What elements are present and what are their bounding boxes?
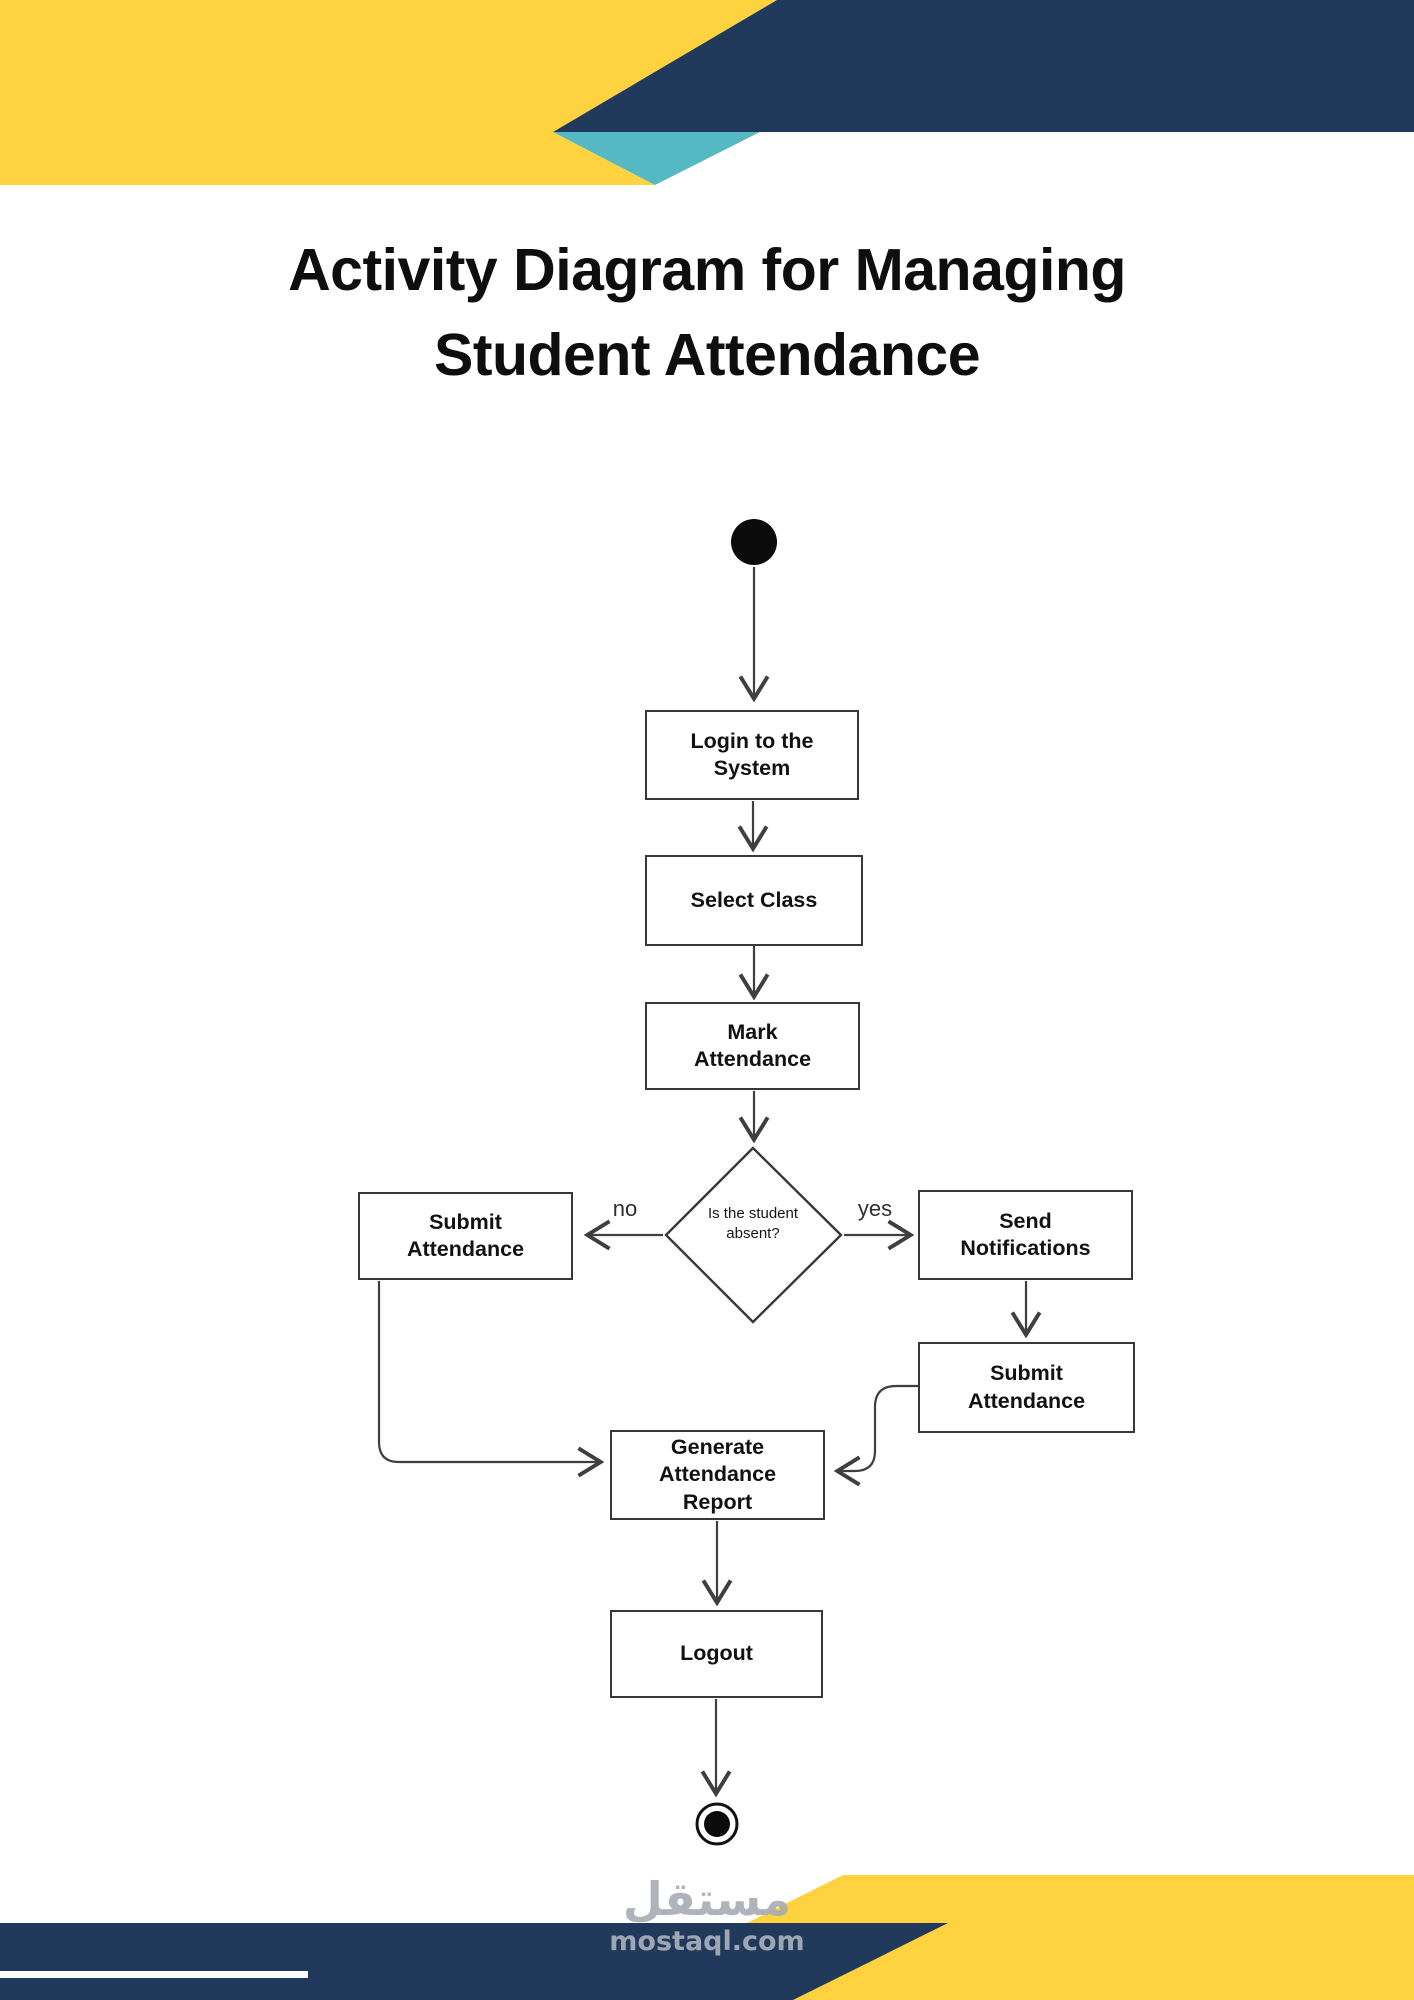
final-node (697, 1804, 737, 1844)
initial-node (731, 519, 777, 565)
node-send-line1: Send (999, 1208, 1052, 1233)
decision-question (676, 1204, 830, 1245)
branch-label-yes: yes (857, 1196, 893, 1221)
node-submit-left-line1: Submit (429, 1209, 502, 1234)
node-generate-line2: Attendance (658, 1462, 777, 1487)
page-title-line1: Activity Diagram for Managing (288, 237, 1126, 303)
node-submit-left-line2: Attendance (406, 1237, 525, 1261)
node-mark-attendance (645, 1002, 860, 1090)
node-logout (610, 1610, 823, 1698)
node-select-class-line1: Select Class (690, 887, 818, 912)
node-generate-line1: Generate (670, 1435, 765, 1460)
node-logout-line1: Logout (680, 1641, 753, 1666)
node-mark-line1: Mark (727, 1019, 778, 1044)
branch-label-no: no (612, 1196, 638, 1221)
node-login (645, 710, 859, 800)
node-submit-attendance-right (918, 1342, 1135, 1433)
edge-submitleft-generate (379, 1281, 599, 1462)
node-send-line2: Notifications (960, 1236, 1091, 1260)
node-login-line1: Login to the (690, 728, 814, 753)
node-submit-right-line2: Attendance (967, 1388, 1086, 1413)
decision-question-line1: Is the student (707, 1205, 799, 1222)
node-generate-report (610, 1430, 825, 1520)
node-mark-line2: Attendance (693, 1047, 812, 1071)
page-title-line2: Student Attendance (433, 322, 981, 388)
node-submit-attendance-left (358, 1192, 573, 1280)
node-generate-line3: Report (682, 1489, 753, 1514)
edge-submitright-generate (839, 1386, 918, 1471)
mostaql-site-watermark: mostaql.com (609, 1926, 805, 1957)
decision-question-line2: absent? (726, 1225, 780, 1243)
node-select-class (645, 855, 863, 946)
mostaql-logo-watermark: مستقل (622, 1872, 792, 1926)
footer-white-stripe (0, 1971, 308, 1978)
node-send-notifications (918, 1190, 1133, 1280)
node-login-line2: System (713, 756, 791, 780)
node-submit-right-line1: Submit (990, 1361, 1063, 1386)
